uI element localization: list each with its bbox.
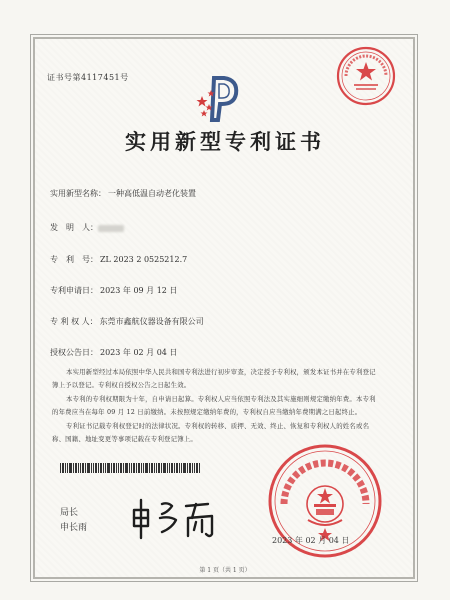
redacted-inventor-name: [98, 225, 124, 232]
barcode-icon: [60, 463, 200, 473]
patentee-row: [50, 316, 204, 327]
inventor-row: [50, 222, 124, 233]
cnipa-emblem-icon: [192, 70, 248, 126]
chief-name: 申长雨: [60, 523, 88, 533]
page-number: 第 1 页（共 1 页）: [199, 567, 251, 574]
patentee-value: 东莞市鑫航仪器设备有限公司: [99, 317, 204, 326]
body-paragraph: 本专利的专利权期限为十年，自申请日起算。专利权人应当依照专利法及其实施细则规定缴纳年费。本专利的年费应当在每年 09 月 12 日前缴纳。未按照规定缴纳年费的，专利权自应当缴纳年费期满之日起终止。: [52, 395, 376, 416]
body-paragraph: 专利证书记载专利权登记时的法律状况。专利权的转移、质押、无效、终止、恢复和专利权人的姓名或名称、国籍、地址变更等事项记载在专利登记簿上。: [52, 422, 370, 443]
grant-date-value: 2023 年 02 月 04 日: [100, 348, 178, 357]
body-paragraph: 本实用新型经过本局依照中华人民共和国专利法进行初步审查，决定授予专利权，颁发本证书并在专利登记簿上予以登记。专利权自授权公告之日起生效。: [52, 368, 376, 389]
filing-date-label: 专利申请日：: [50, 286, 98, 295]
patent-number-value: ZL 2023 2 0525212.7: [100, 255, 188, 264]
grant-date-row: [50, 347, 177, 358]
patentee-label: 专 利 权 人：: [50, 317, 98, 326]
certificate-number: 证书号第4117451号: [47, 73, 129, 82]
model-name-value: 一种高低温自动老化装置: [108, 189, 196, 198]
patent-number-row: [50, 254, 187, 265]
chief-signature-icon: [128, 496, 238, 540]
grant-date-label: 授权公告日：: [50, 348, 98, 357]
patent-office-seal-icon: [334, 44, 398, 108]
certificate-title: 实用新型专利证书: [125, 129, 325, 154]
seal-date: 2023 年 02 月 04 日: [272, 536, 350, 545]
model-name-label: 实用新型名称：: [50, 189, 106, 198]
filing-date-value: 2023 年 09 月 12 日: [100, 286, 178, 295]
patent-number-label: 专 利 号：: [50, 255, 98, 264]
inventor-label: 发 明 人：: [50, 223, 98, 232]
model-name-row: [50, 188, 196, 199]
filing-date-row: [50, 285, 177, 296]
chief-title: 局长: [60, 508, 79, 518]
